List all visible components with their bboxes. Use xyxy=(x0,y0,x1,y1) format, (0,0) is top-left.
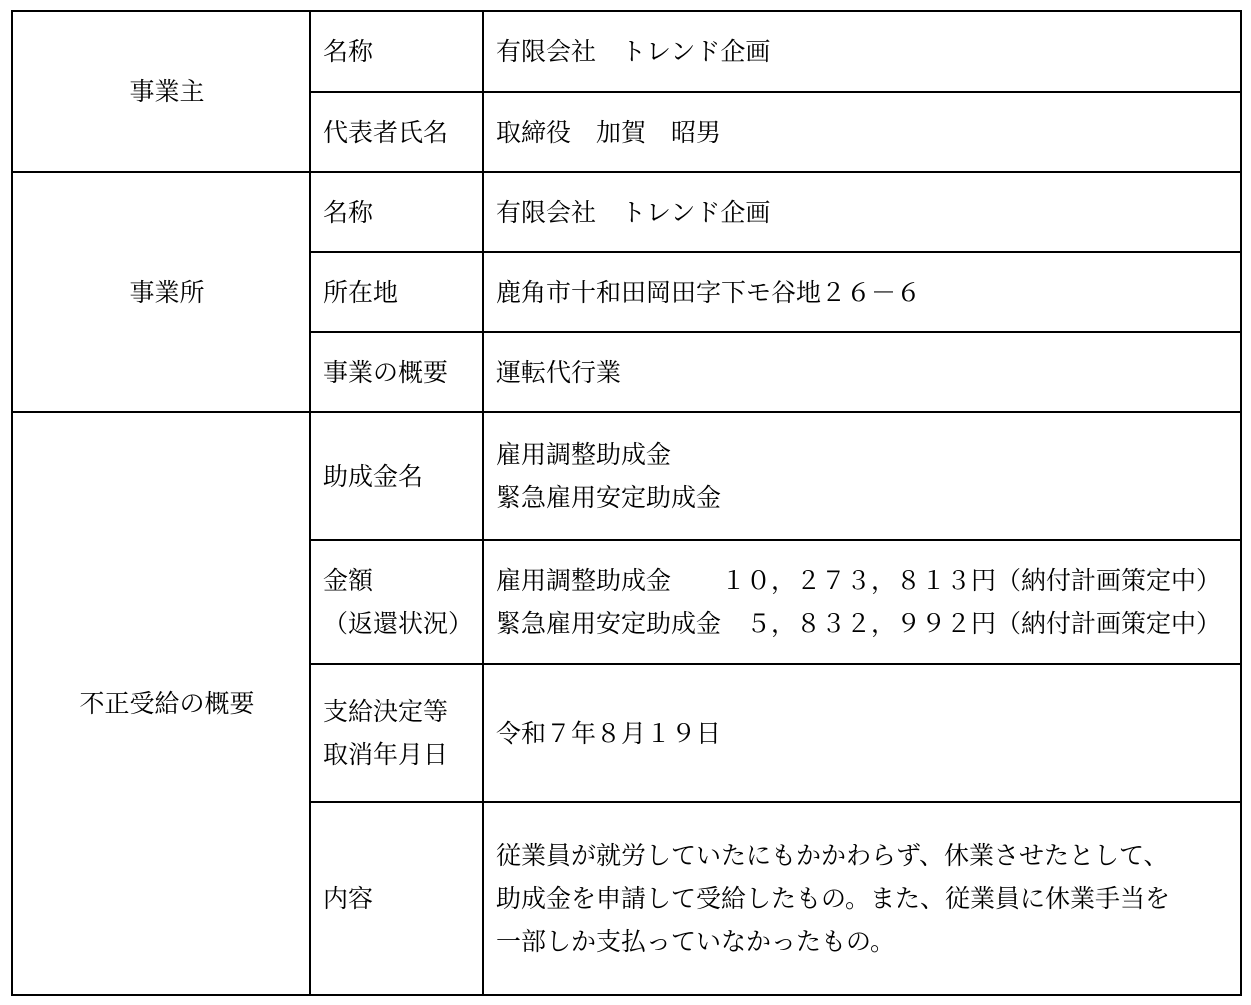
subsidy-fraud-table xyxy=(11,10,1242,996)
cancel-date-value: 令和７年８月１９日 xyxy=(483,664,1241,802)
office-business-label: 事業の概要 xyxy=(310,332,483,412)
content-line-3: 一部しか支払っていなかったもの。 xyxy=(496,927,896,956)
employer-name-value: 有限会社 トレンド企画 xyxy=(483,11,1241,92)
amount-label-line-1: 金額 xyxy=(323,566,374,595)
employer-group-label: 事業主 xyxy=(12,11,310,172)
amount-label-line-2: （返還状況） xyxy=(323,609,474,638)
employer-name-label: 名称 xyxy=(310,11,483,92)
amount-label xyxy=(310,540,483,664)
employer-rep-label: 代表者氏名 xyxy=(310,92,483,172)
content-line-1: 従業員が就労していたにもかかわらず、休業させたとして、 xyxy=(496,841,1169,870)
fraud-group-label: 不正受給の概要 xyxy=(12,412,310,995)
content-line-2: 助成金を申請して受給したもの。また、従業員に休業手当を xyxy=(496,884,1171,913)
office-name-value: 有限会社 トレンド企画 xyxy=(483,172,1241,252)
office-group-label: 事業所 xyxy=(12,172,310,412)
amount-line-2: 緊急雇用安定助成金 ５，８３２，９９２円（納付計画策定中） xyxy=(496,609,1222,638)
office-business-value: 運転代行業 xyxy=(483,332,1241,412)
amount-value xyxy=(483,540,1241,664)
office-name-label: 名称 xyxy=(310,172,483,252)
content-label: 内容 xyxy=(310,802,483,995)
subsidy-name-row xyxy=(12,412,1241,540)
cancel-date-label-line-2: 取消年月日 xyxy=(323,740,449,769)
cancel-date-label-line-1: 支給決定等 xyxy=(323,697,449,726)
subsidy-name-label: 助成金名 xyxy=(310,412,483,540)
subsidy-name-line-1: 雇用調整助成金 xyxy=(496,440,672,469)
cancel-date-label xyxy=(310,664,483,802)
office-address-label: 所在地 xyxy=(310,252,483,332)
content-value xyxy=(483,802,1241,995)
amount-line-1: 雇用調整助成金 １０，２７３，８１３円（納付計画策定中） xyxy=(496,566,1222,595)
office-name-row xyxy=(12,172,1241,252)
office-address-value: 鹿角市十和田岡田字下モ谷地２６－６ xyxy=(483,252,1241,332)
subsidy-name-value xyxy=(483,412,1241,540)
subsidy-name-line-2: 緊急雇用安定助成金 xyxy=(496,483,722,512)
employer-rep-value: 取締役 加賀 昭男 xyxy=(483,92,1241,172)
employer-name-row xyxy=(12,11,1241,92)
